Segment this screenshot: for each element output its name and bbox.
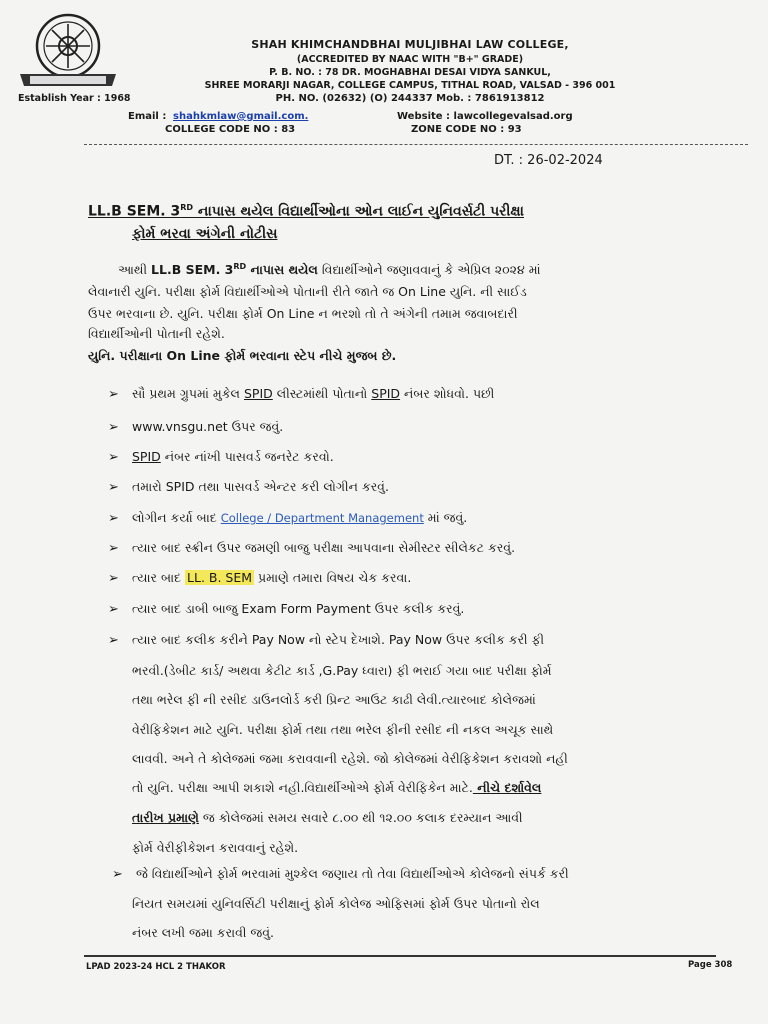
address-line-2: SHREE MORARJI NAGAR, COLLEGE CAMPUS, TITHAL ROAD, VALSAD - 396 001 bbox=[204, 80, 616, 91]
list-item: ➢ સૌ પ્રથમ ગ્રુપમાં મુકેલ SPID લીસ્ટમાંથી પોતાનો SPID નંબર શોધવો. પછી bbox=[108, 386, 495, 402]
arrow-bullet-icon: ➢ bbox=[108, 511, 119, 526]
website: Website : lawcollegevalsad.org bbox=[397, 111, 573, 122]
list-item: ➢ લોગીન કર્યા બાદ College / Department Management માં જવું. bbox=[108, 510, 468, 526]
arrow-bullet-icon: ➢ bbox=[108, 450, 119, 465]
list-item-continuation: વેરીફિકેશન માટે યુનિ. પરીક્ષા ફોર્મ તથા તથા ભરેલ ફીની રસીદ ની નકલ અચૂક સાથે bbox=[132, 722, 554, 737]
paragraph-line-4: વિદ્યાર્થીઓની પોતાની રહેશે. bbox=[88, 326, 225, 341]
list-item: ➢ ત્યાર બાદ LL. B. SEM પ્રમાણે તમારા વિષય ચેક કરવા. bbox=[108, 570, 412, 586]
list-item-continuation: ભરવી.(ડેબીટ કાર્ડ/ અથવા કેટીટ કાર્ડ ,G.Pay ધ્વારા) ફી ભરાઈ ગયા બાદ પરીક્ષા ફોર્મ bbox=[132, 663, 552, 678]
list-item-continuation: તો યુનિ. પરીક્ષા આપી શકાશે નહી.વિદ્યાર્થીઓએ ફોર્મ વેરીફિકેન માટે. નીચે દર્શાવેલ bbox=[132, 780, 542, 795]
paragraph-line-2: લેવાનારી યુનિ. પરીક્ષા ફોર્મ વિદ્યાર્થીઓએ પોતાની રીતે જાતે જ On Line યુનિ. ની સાઈડ bbox=[88, 284, 527, 299]
email-label: Email : bbox=[128, 111, 167, 122]
list-item-continuation: લાવવી. અને તે કોલેજમાં જમા કરાવવાની રહેશે. જો કોલેજમાં વેરીફિકેશન કરાવશો નહી bbox=[132, 751, 568, 766]
list-item: ➢ ત્યાર બાદ સ્ક્રીન ઉપર જમણી બાજુ પરીક્ષા આપવાના સેમીસ્ટર સીલેકટ કરવું. bbox=[108, 540, 516, 556]
phone-line: PH. NO. (02632) (O) 244337 Mob. : 7861913812 bbox=[275, 93, 545, 104]
zone-code: ZONE CODE NO : 93 bbox=[411, 124, 522, 135]
list-item-continuation: તારીખ પ્રમાણે જ કોલેજમાં સમય સવારે ૮.૦૦ થી ૧૨.૦૦ કલાક દરમ્યાન આવી bbox=[132, 810, 523, 825]
notice-title-line-2: ફોર્મ ભરવા અંગેની નોટીસ bbox=[132, 226, 278, 242]
college-seal-logo bbox=[16, 12, 124, 94]
arrow-bullet-icon: ➢ bbox=[108, 541, 119, 556]
college-name: SHAH KHIMCHANDBHAI MULJIBHAI LAW COLLEGE, bbox=[251, 38, 569, 51]
arrow-bullet-icon: ➢ bbox=[108, 602, 119, 617]
arrow-bullet-icon: ➢ bbox=[112, 867, 123, 882]
arrow-bullet-icon: ➢ bbox=[108, 571, 119, 586]
establish-year: Establish Year : 1968 bbox=[18, 93, 131, 104]
list-item: ➢ ત્યાર બાદ કલીક કરીને Pay Now નો સ્ટેપ દેખાશે. Pay Now ઉપર કલીક કરી ફી bbox=[108, 632, 545, 648]
list-item-continuation: ફોર્મ વેરીફીકેશન કરાવવાનું રહેશે. bbox=[132, 840, 299, 855]
address-line-1: P. B. NO. : 78 DR. MOGHABHAI DESAI VIDYA SANKUL, bbox=[269, 67, 551, 78]
notice-date: DT. : 26-02-2024 bbox=[494, 153, 603, 168]
list-item: ➢ જે વિદ્યાર્થીઓને ફોર્મ ભરવામાં મુશ્કેલ જણાય તો તેવા વિદ્યાર્થીઓએ કોલેજનો સંપર્ક કરી bbox=[112, 866, 569, 882]
footer-divider bbox=[84, 955, 716, 957]
paragraph-line-3: ઉપર ભરવાના છે. યુનિ. પરીક્ષા ફોર્મ On Line ન ભરશો તો તે અંગેની તમામ જવાબદારી bbox=[88, 306, 518, 321]
arrow-bullet-icon: ➢ bbox=[108, 633, 119, 648]
steps-heading: યુનિ. પરીક્ષાના On Line ફોર્મ ભરવાના સ્ટેપ નીચે મુજબ છે. bbox=[88, 348, 397, 363]
college-code: COLLEGE CODE NO : 83 bbox=[165, 124, 296, 135]
header-divider bbox=[84, 144, 748, 145]
list-item: ➢ www.vnsgu.net ઉપર જવું. bbox=[108, 419, 284, 435]
list-item-continuation: નિયત સમયમાં યુનિવર્સિટી પરીક્ષાનું ફોર્મ કોલેજ ઓફિસમાં ફોર્મ ઉપર પોતાનો રોલ bbox=[132, 896, 540, 911]
arrow-bullet-icon: ➢ bbox=[108, 480, 119, 495]
email-link[interactable]: shahkmlaw@gmail.com. bbox=[173, 111, 309, 122]
department-management-link[interactable]: College / Department Management bbox=[220, 511, 424, 525]
notice-title-line-1: LL.B SEM. 3RD નાપાસ થયેલ વિદ્યાર્થીઓના ઓન લાઈન યુનિવર્સટી પરીક્ષા bbox=[88, 203, 524, 220]
paragraph-line-1: આથી LL.B SEM. 3RD નાપાસ થયેલ વિદ્યાર્થીઓને જણાવવાનું કે એપ્રિલ ૨૦૨૪ માં bbox=[118, 262, 541, 278]
list-item-continuation: તથા ભરેલ ફી ની રસીદ ડાઉનલોર્ડ કરી પ્રિન્ટ આઉટ કાઢી લેવી.ત્યારબાદ કોલેજમાં bbox=[132, 692, 536, 707]
accreditation: (ACCREDITED BY NAAC WITH "B+" GRADE) bbox=[296, 54, 524, 65]
footer-reference: LPAD 2023-24 HCL 2 THAKOR bbox=[86, 962, 226, 972]
list-item: ➢ SPID નંબર નાંખી પાસવર્ડ જનરેટ કરવો. bbox=[108, 449, 334, 465]
arrow-bullet-icon: ➢ bbox=[108, 387, 119, 402]
list-item: ➢ તમારો SPID તથા પાસવર્ડ એન્ટર કરી લોગીન કરવું. bbox=[108, 479, 389, 495]
page-number: Page 308 bbox=[688, 960, 733, 970]
list-item: ➢ ત્યાર બાદ ડાબી બાજુ Exam Form Payment ઉપર કલીક કરવું. bbox=[108, 601, 465, 617]
list-item-continuation: નંબર લખી જમા કરાવી જવું. bbox=[132, 925, 275, 940]
arrow-bullet-icon: ➢ bbox=[108, 420, 119, 435]
highlighted-sem: LL. B. SEM bbox=[187, 570, 253, 585]
